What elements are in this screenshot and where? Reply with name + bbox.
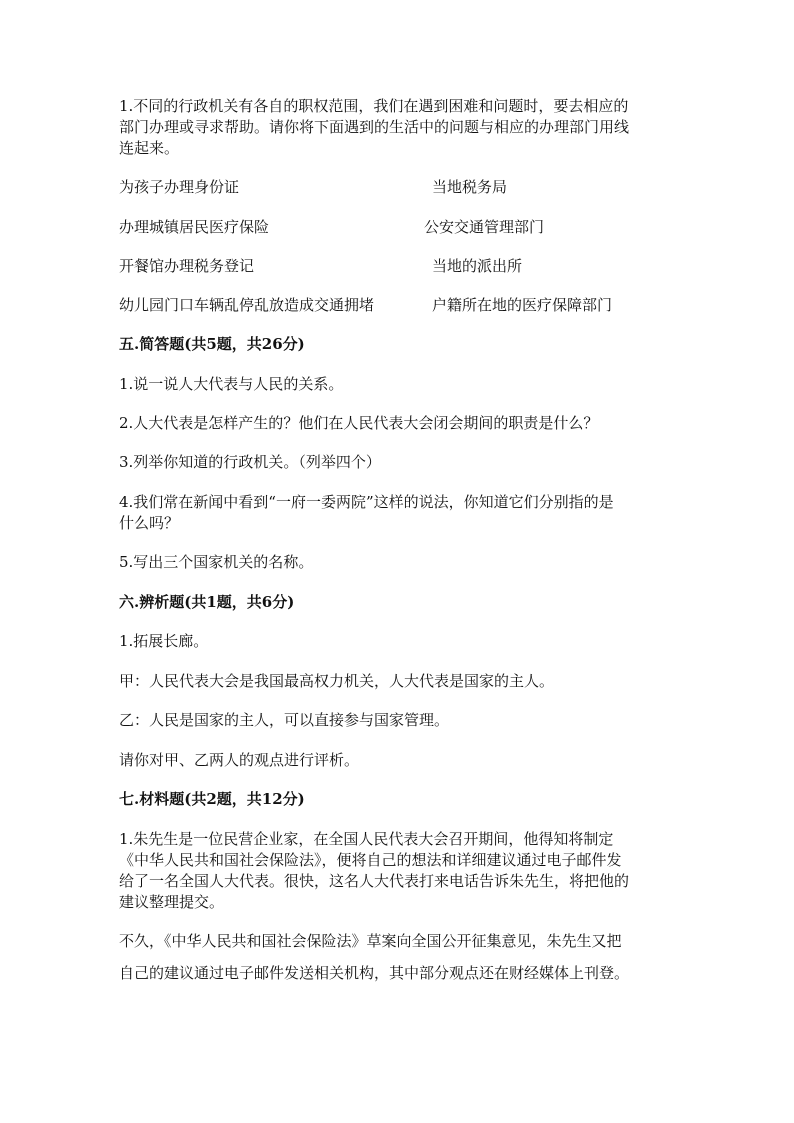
matching-left-2: 办理城镇居民医疗保险 [119, 218, 270, 236]
section5-q1: 1.说一说人大代表与人民的关系。 [119, 375, 344, 393]
section5-q4-line2: 什么吗？ [119, 514, 180, 532]
q-matching-line1: 1.不同的行政机关有各自的职权范围，我们在遇到困难和问题时，要去相应的 [119, 97, 629, 115]
section7-p1-line3: 给了一名全国人大代表。很快，这名人大代表打来电话告诉朱先生，将把他的 [119, 872, 630, 890]
section6-ask: 请你对甲、乙两人的观点进行评析。 [119, 751, 360, 769]
section7-p2-line2: 自己的建议通过电子邮件发送相关机构，其中部分观点还在财经媒体上刊登。 [119, 964, 630, 982]
section6-q1: 1.拓展长廊。 [119, 632, 209, 650]
matching-right-2: 公安交通管理部门 [424, 218, 545, 236]
q-matching-line2: 部门办理或寻求帮助。请你将下面遇到的生活中的问题与相应的办理部门用线 [119, 118, 630, 136]
section5-q5: 5.写出三个国家机关的名称。 [119, 553, 314, 571]
section7-heading: 七.材料题(共2题，共12分) [119, 790, 305, 808]
section5-heading: 五.简答题(共5题，共26分) [119, 335, 305, 353]
section5-q3: 3.列举你知道的行政机关。（列举四个） [119, 453, 381, 471]
section6-heading: 六.辨析题(共1题，共6分) [119, 593, 295, 611]
matching-right-4: 户籍所在地的医疗保障部门 [432, 296, 613, 314]
section7-p2-line1: 不久，《中华人民共和国社会保险法》草案向全国公开征集意见，朱先生又把 [119, 932, 622, 950]
section6-jia: 甲：人民代表大会是我国最高权力机关，人大代表是国家的主人。 [119, 672, 555, 690]
section7-p1-line4: 建议整理提交。 [119, 893, 225, 911]
matching-left-4: 幼儿园门口车辆乱停乱放造成交通拥堵 [119, 296, 375, 314]
section7-p1-line2: 《中华人民共和国社会保险法》，便将自己的想法和详细建议通过电子邮件发 [119, 851, 622, 869]
section6-yi: 乙：人民是国家的主人，可以直接参与国家管理。 [119, 711, 450, 729]
q-matching-line3: 连起来。 [119, 139, 180, 157]
matching-right-1: 当地税务局 [432, 178, 508, 196]
matching-left-1: 为孩子办理身份证 [119, 178, 240, 196]
matching-left-3: 开餐馆办理税务登记 [119, 257, 255, 275]
matching-right-3: 当地的派出所 [432, 257, 523, 275]
section7-p1-line1: 1.朱先生是一位民营企业家，在全国人民代表大会召开期间，他得知将制定 [119, 830, 614, 848]
section5-q4-line1: 4.我们常在新闻中看到“一府一委两院”这样的说法，你知道它们分别指的是 [119, 493, 614, 511]
section5-q2: 2.人大代表是怎样产生的？他们在人民代表大会闭会期间的职责是什么？ [119, 414, 599, 432]
